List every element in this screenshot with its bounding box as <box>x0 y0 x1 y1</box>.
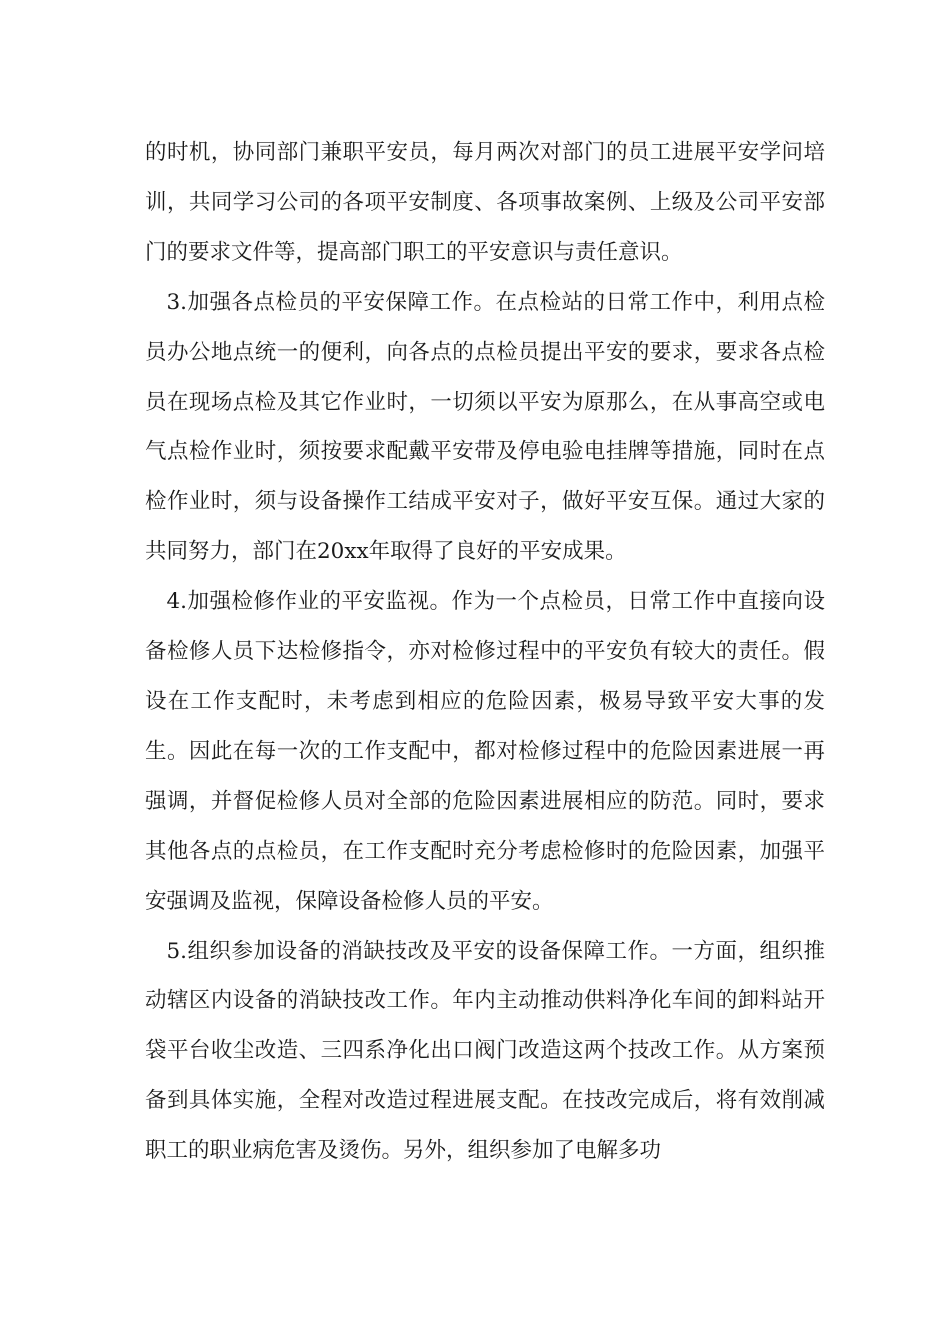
document-body <box>145 128 825 1176</box>
paragraph-continuation: 的时机，协同部门兼职平安员，每月两次对部门的员工进展平安学问培训，共同学习公司的各项平安制度、各项事故案例、上级及公司平安部门的要求文件等，提高部门职工的平安意识与责任意识。 <box>145 140 825 265</box>
paragraph-item-4: 4.加强检修作业的平安监视。作为一个点检员，日常工作中直接向设备检修人员下达检修指令，亦对检修过程中的平安负有较大的责任。假设在工作支配时，未考虑到相应的危险因素，极易导致平安大事的发生。因此在每一次的工作支配中，都对检修过程中的危险因素进展一再强调，并督促检修人员对全部的危险因素进展相应的防范。同时，要求其他各点的点检员，在工作支配时充分考虑检修时的危险因素，加强平安强调及监视，保障设备检修人员的平安。 <box>145 589 825 914</box>
paragraph-item-3: 3.加强各点检员的平安保障工作。在点检站的日常工作中，利用点检员办公地点统一的便利，向各点的点检员提出平安的要求，要求各点检员在现场点检及其它作业时，一切须以平安为原那么，在从事高空或电气点检作业时，须按要求配戴平安带及停电验电挂牌等措施，同时在点检作业时，须与设备操作工结成平安对子，做好平安互保。通过大家的共同努力，部门在20xx年取得了良好的平安成果。 <box>145 289 825 565</box>
paragraph-item-5: 5.组织参加设备的消缺技改及平安的设备保障工作。一方面，组织推动辖区内设备的消缺技改工作。年内主动推动供料净化车间的卸料站开袋平台收尘改造、三四系净化出口阀门改造这两个技改工作。从方案预备到具体实施，全程对改造过程进展支配。在技改完成后，将有效削减职工的职业病危害及烫伤。另外，组织参加了电解多功 <box>145 938 825 1164</box>
